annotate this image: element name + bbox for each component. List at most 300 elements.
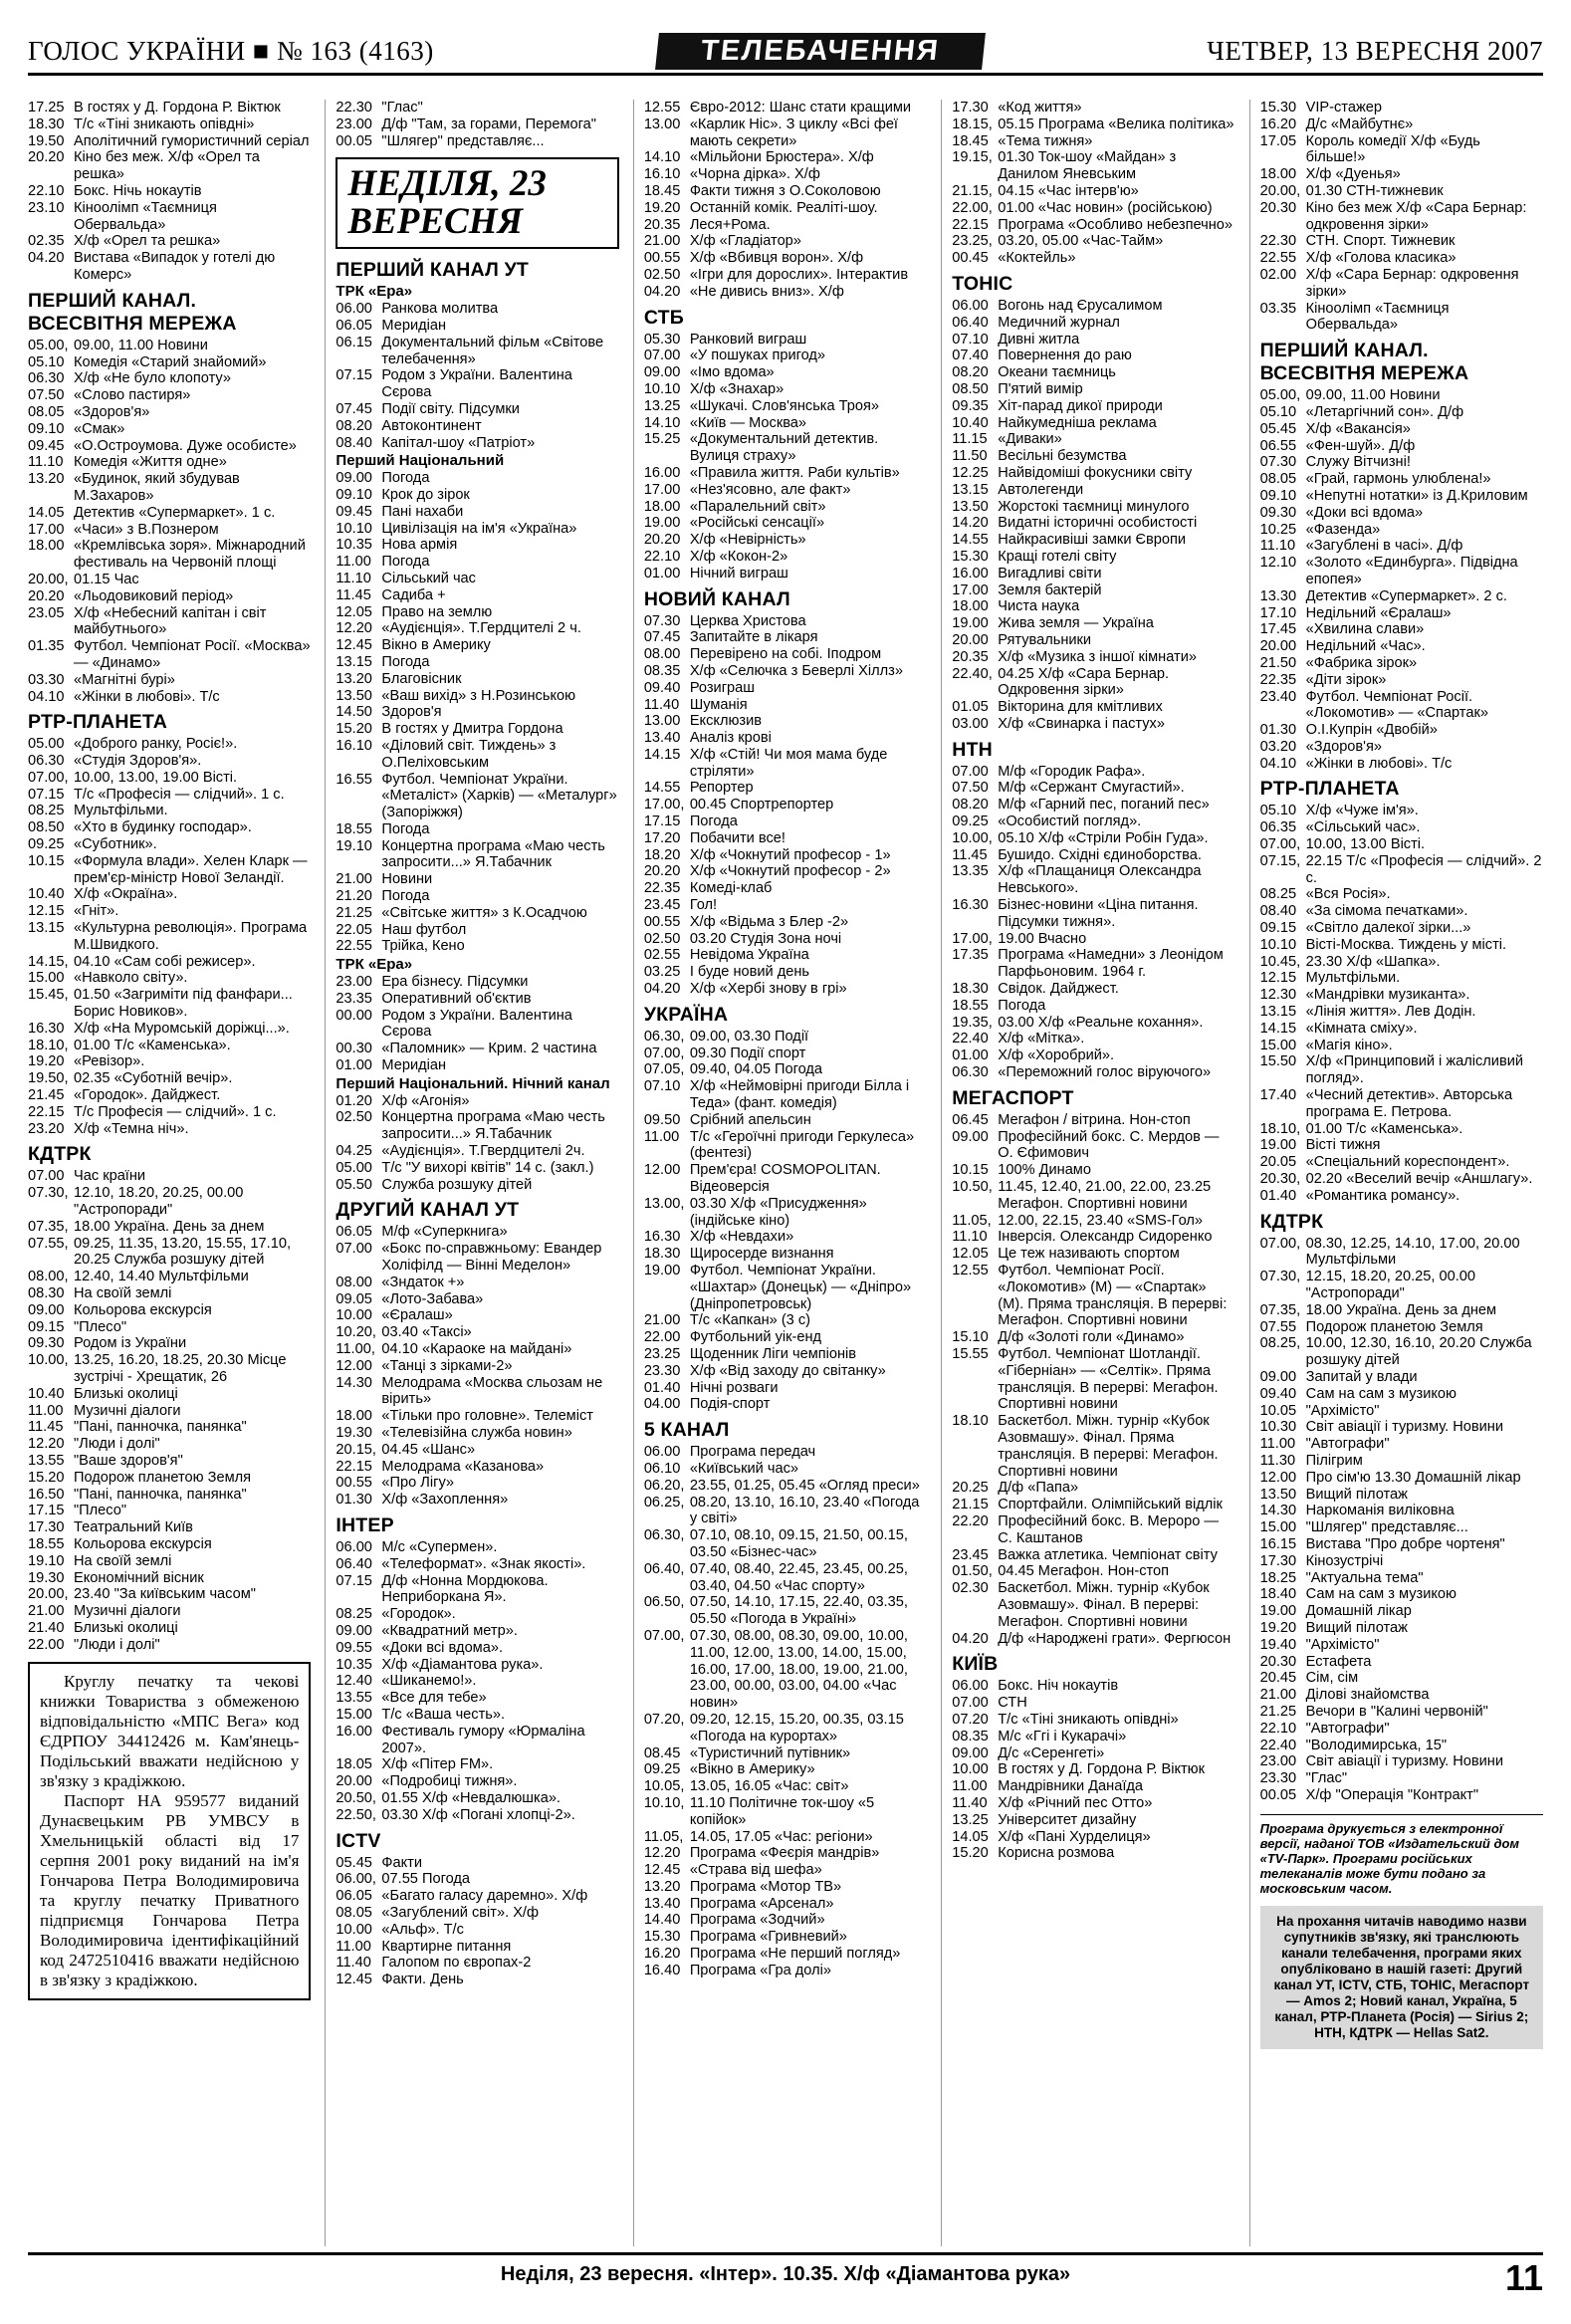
program-entry (1260, 722, 1543, 739)
program-time: 13.25 (952, 1811, 989, 1828)
program-title: «Переможний голос віруючого» (998, 1064, 1212, 1081)
program-title: «Паралельний світ» (689, 498, 826, 515)
program-entry (644, 646, 927, 663)
program-entry (336, 671, 618, 688)
program-title: Т/с "У вихорі квітів" 14 с. (закл.) (381, 1159, 594, 1176)
program-title: «Не дивись вниз». Х/ф (689, 283, 844, 300)
program-entry (28, 987, 311, 1021)
program-title: Програма «Гривневий» (689, 1929, 847, 1946)
program-entry (952, 499, 1234, 516)
program-entry (336, 1475, 618, 1492)
program-entry (336, 888, 618, 905)
program-title: «Телевізійна служба новин» (381, 1424, 572, 1441)
program-entry (28, 1536, 311, 1553)
program-time: 04.00 (643, 1396, 681, 1413)
program-time: 08.05 (28, 403, 65, 420)
program-title: Х/ф «Вбивця ворон». Х/ф (689, 250, 864, 267)
program-time: 08.25 (336, 1606, 372, 1623)
program-time: 17.30 (952, 100, 989, 116)
program-time: 07.15, (1259, 852, 1301, 869)
program-time: 23.00 (1259, 1753, 1297, 1770)
program-entry (1260, 1553, 1543, 1570)
program-time: 13.15 (28, 920, 65, 937)
program-title: 03.30 Х/ф «Погані хлопці-2». (381, 1806, 575, 1823)
program-entry (644, 267, 927, 284)
program-title: Факти (381, 1854, 423, 1871)
program-entry (28, 1419, 311, 1436)
program-entry (1260, 954, 1543, 971)
program-entry (952, 615, 1234, 632)
program-entry (336, 637, 618, 654)
program-entry (1260, 1586, 1543, 1603)
program-time: 20.15, (336, 1441, 376, 1458)
program-time: 08.05 (336, 1904, 372, 1921)
program-time: 20.25 (952, 1480, 989, 1497)
program-time: 18.00 (952, 598, 989, 615)
program-title: Д/ф "Там, за горами, Перемога" (381, 116, 596, 132)
program-entry (336, 1275, 618, 1291)
program-time: 15.00 (28, 970, 65, 987)
program-entry (336, 1224, 618, 1241)
program-time: 11.45 (28, 1419, 64, 1436)
program-time: 12.00 (643, 1162, 681, 1179)
program-time: 11.05, (643, 1828, 684, 1845)
program-entry (28, 1586, 311, 1603)
program-title: Аполітичний гумористичний серіал (74, 132, 310, 149)
program-entry (644, 880, 927, 897)
program-title: Пані нахаби (381, 503, 464, 520)
program-title: Вогонь над Єрусалимом (998, 297, 1163, 314)
program-title: Т/с Професія — слідчий». 1 с. (74, 1103, 277, 1120)
program-entry (28, 819, 311, 836)
program-time: 07.45 (336, 400, 372, 417)
program-time: 10.50, (952, 1179, 993, 1196)
publication-title: ГОЛОС УКРАЇНИ ■ № 163 (4163) (28, 36, 434, 66)
program-time: 07.50 (952, 780, 989, 797)
program-time: 06.40, (643, 1560, 685, 1577)
program-entry (28, 1185, 311, 1219)
program-time: 08.45 (643, 1744, 681, 1761)
program-time: 12.10 (1259, 555, 1297, 572)
program-title: «Єралаш» (381, 1307, 453, 1324)
program-time: 02.50 (643, 266, 681, 283)
program-title: Крок до зірок (381, 486, 470, 503)
program-time: 12.15 (28, 903, 65, 920)
program-entry (28, 1269, 311, 1285)
program-time: 12.40 (336, 1673, 372, 1690)
program-time: 16.00 (336, 1723, 372, 1740)
program-title: Д/ф «Нонна Мордюкова. Неприборкана Я». (381, 1572, 549, 1606)
program-time: 21.15, (952, 182, 993, 199)
program-time: 14.05 (28, 504, 65, 521)
program-title: Програма «Мотор ТВ» (689, 1878, 842, 1895)
program-time: 20.05 (1259, 1154, 1297, 1171)
program-title: Родом з України. Валентина Сєрова (381, 1007, 572, 1041)
program-time: 00.30 (336, 1041, 372, 1057)
program-time: 15.10 (952, 1329, 989, 1346)
program-time: 10.10 (643, 380, 681, 397)
program-title: На своїй землі (74, 1552, 172, 1569)
program-time: 05.10 (1259, 803, 1297, 819)
program-time: 03.35 (1259, 300, 1297, 317)
program-entry (644, 1594, 927, 1628)
program-entry (952, 233, 1234, 250)
program-time: 20.00, (1259, 182, 1301, 199)
program-entry (1260, 1004, 1543, 1021)
program-time: 07.05, (643, 1061, 685, 1078)
program-entry (952, 1712, 1234, 1729)
program-time: 06.30 (28, 753, 65, 770)
program-entry (28, 149, 311, 183)
program-time: 15.00 (1259, 1519, 1297, 1536)
program-title: Х/ф «Орел та решка» (74, 233, 221, 250)
program-time: 23.25 (643, 1345, 681, 1362)
program-title: Кольорова екскурсія (74, 1535, 212, 1552)
program-time: 09.10 (336, 486, 372, 503)
program-time: 13.35 (952, 863, 989, 880)
channel-heading: КДТРК (1259, 1210, 1324, 1233)
channel-heading: ПЕРШИЙ КАНАЛ. ВСЕСВІТНЯ МЕРЕЖА (28, 289, 237, 335)
program-entry (336, 1955, 618, 1972)
program-entry (644, 1029, 927, 1046)
program-entry (1260, 100, 1543, 116)
channel-heading: МЕГАСПОРТ (952, 1086, 1074, 1109)
program-entry (952, 133, 1234, 150)
program-entry (644, 1761, 927, 1778)
program-entry (28, 1087, 311, 1104)
program-title: Нічні розваги (689, 1379, 779, 1396)
program-time: 10.40 (28, 1385, 65, 1402)
program-title: Детектив «Супермаркет». 2 с. (1305, 587, 1507, 604)
program-entry (1260, 605, 1543, 622)
program-title: 01.55 Х/ф «Невдалюшка». (381, 1789, 561, 1806)
program-entry (336, 301, 618, 318)
program-title: Про сім'ю 13.30 Домашній лікар (1305, 1469, 1521, 1486)
program-entry (644, 166, 927, 183)
program-title: Щиросерде визнання (689, 1246, 834, 1263)
program-title: Пілігрим (1305, 1452, 1363, 1469)
program-title: «О.Остроумова. Дуже особисте» (74, 437, 297, 454)
program-time: 07.00, (1259, 1235, 1301, 1252)
program-time: 07.00 (643, 348, 681, 364)
program-entry (1260, 588, 1543, 605)
program-title: Х/ф «Принциповий і жалісливий погляд». (1305, 1053, 1524, 1087)
program-time: 19.00 (643, 515, 681, 532)
program-entry (336, 1690, 618, 1707)
program-title: Х/ф «Сара Бернар: одкровення зірки» (1305, 266, 1519, 300)
program-time: 20.50, (336, 1789, 376, 1806)
program-title: 23.40 "За київським часом" (74, 1586, 256, 1603)
program-title: «Шиканемо!». (381, 1673, 477, 1690)
program-entry (952, 515, 1234, 532)
program-title: Галопом по європах-2 (381, 1955, 532, 1972)
program-time: 12.45 (336, 637, 372, 654)
listing-column-2 (325, 100, 618, 2246)
program-time: 22.10 (643, 548, 681, 565)
program-title: Автоконтинент (381, 417, 482, 434)
program-entry (952, 1729, 1234, 1745)
program-time: 00.55 (643, 913, 681, 930)
program-title: «Багато галасу даремно». Х/ф (381, 1888, 588, 1905)
program-title: Кіно без меж. Х/ф «Орел та решка» (74, 149, 260, 183)
footer (28, 2252, 1543, 2298)
program-title: Видатні історичні особистості (998, 515, 1198, 532)
program-time: 22.40 (952, 1031, 989, 1047)
program-time: 22.05 (336, 921, 372, 938)
program-entry (336, 1341, 618, 1358)
program-time: 10.10 (1259, 936, 1297, 953)
program-title: Світ авіації і туризму. Новини (1305, 1753, 1503, 1770)
program-time: 06.05 (336, 1888, 372, 1905)
program-time: 11.00 (1259, 1436, 1296, 1453)
program-time: 17.30 (28, 1519, 65, 1536)
program-time: 05.00, (28, 337, 69, 353)
program-entry (952, 1795, 1234, 1812)
program-time: 11.00 (336, 1938, 371, 1955)
program-time: 09.00 (952, 1128, 989, 1145)
program-time: 19.00 (952, 615, 989, 632)
program-title: 22.15 Т/с «Професія — слідчий». 2 с. (1305, 852, 1542, 886)
program-entry (336, 1724, 618, 1757)
program-time: 03.00 (952, 715, 989, 732)
program-time: 02.55 (643, 947, 681, 964)
program-time: 07.00 (952, 1695, 989, 1712)
channel-subheading: Перший Національний (336, 452, 505, 470)
program-entry (644, 149, 927, 166)
program-title: СТН. Спорт. Тижневик (1305, 233, 1456, 250)
program-time: 06.30 (28, 370, 65, 387)
program-title: 12.15, 18.20, 20.25, 00.00 "Астропоради" (1305, 1269, 1476, 1301)
program-title: Найкрасивіші замки Європи (998, 532, 1187, 549)
program-time: 15.30 (952, 548, 989, 565)
program-time: 05.00 (28, 736, 65, 753)
program-time: 22.35 (1259, 671, 1297, 688)
program-entry (336, 1707, 618, 1724)
program-entry (1260, 1470, 1543, 1487)
program-entry (952, 1497, 1234, 1513)
program-title: "Актуальна тема" (1305, 1569, 1424, 1586)
program-time: 09.45 (28, 437, 65, 454)
program-time: 12.05 (336, 603, 372, 620)
program-title: Мелодрама «Казанова» (381, 1458, 545, 1475)
program-time: 10.40 (952, 414, 989, 431)
program-time: 01.35 (28, 638, 65, 655)
program-entry (952, 364, 1234, 381)
program-title: Вечори в "Калині червоній" (1305, 1703, 1488, 1720)
program-time: 04.20 (28, 250, 65, 267)
program-title: Леся+Рома. (689, 216, 771, 233)
program-time: 08.25 (28, 803, 65, 819)
program-time: 15.20 (28, 1469, 65, 1486)
program-time: 14.50 (336, 704, 372, 721)
program-title: 09.30 Події спорт (689, 1045, 806, 1061)
program-entry (28, 183, 311, 200)
program-title: «Діловий світ. Тиждень» з О.Пеліховським (381, 737, 557, 771)
program-title: Погода (998, 997, 1046, 1014)
program-title: Перевірено на собі. Іподром (689, 646, 882, 663)
program-time: 14.30 (336, 1374, 372, 1391)
program-time: 09.10 (28, 420, 65, 437)
program-entry (644, 1912, 927, 1929)
program-time: 17.15 (643, 813, 681, 830)
program-time: 23.05 (28, 604, 65, 621)
program-title: «Будинок, який збудував М.Захаров» (74, 471, 240, 504)
program-entry (28, 886, 311, 903)
program-title: 07.55 Погода (381, 1871, 471, 1888)
program-entry (1260, 1770, 1543, 1787)
program-time: 19.00 (1259, 1137, 1297, 1154)
program-title: "Пані, панночка, панянка" (74, 1486, 247, 1503)
program-title: М/ф «Суперкнига» (381, 1224, 508, 1241)
program-title: «Зндаток +» (381, 1274, 465, 1290)
channel-heading: ICTV (336, 1829, 381, 1852)
program-entry (952, 699, 1234, 716)
program-entry (1260, 886, 1543, 903)
program-entry (28, 1219, 311, 1236)
program-time: 04.20 (643, 981, 681, 998)
program-time: 06.05 (336, 317, 372, 334)
program-entry (952, 931, 1234, 948)
program-entry (1260, 920, 1543, 937)
program-title: «Шукачі. Слов'янська Троя» (689, 397, 880, 414)
program-title: Спортфайли. Олімпійський відлік (998, 1497, 1223, 1513)
program-entry (644, 1845, 927, 1862)
program-title: Х/ф «Чокнутий професор - 1» (689, 846, 891, 863)
channel-heading: ІНТЕР (336, 1513, 394, 1536)
program-time: 12.15 (1259, 970, 1297, 987)
program-entry (28, 522, 311, 539)
program-title: «Городок». Дайджест. (74, 1087, 221, 1104)
program-title: Здоров'я (381, 704, 442, 721)
program-entry (28, 1038, 311, 1054)
program-time: 15.55 (952, 1345, 989, 1362)
program-title: «Здоров'я» (1305, 738, 1382, 755)
program-time: 08.20 (952, 797, 989, 813)
program-entry (644, 381, 927, 398)
program-time: 14.10 (643, 414, 681, 431)
program-title: Розиграш (689, 679, 755, 696)
program-time: 20.00 (336, 1773, 372, 1790)
program-entry (952, 566, 1234, 582)
program-time: 21.00 (336, 871, 372, 888)
program-time: 20.35 (952, 648, 989, 665)
program-entry (1260, 116, 1543, 133)
program-time: 22.35 (643, 880, 681, 897)
program-title: 07.30, 08.00, 08.30, 09.00, 10.00, 11.00, 12.00, 13.00, 14.00, 15.00, 16.00, 17.00, 18.00, 19.00, 21.00, 23.00, 00.00, 03.00, 04.00 «Час новин» (689, 1627, 908, 1712)
program-entry (644, 1561, 927, 1595)
program-entry (28, 853, 311, 887)
program-entry (1260, 522, 1543, 539)
program-entry (1260, 937, 1543, 954)
program-title: «Про Лігу» (381, 1475, 455, 1492)
program-title: VIP-стажер (1305, 100, 1382, 116)
program-title: Х/ф «Небесний капітан і світ майбутнього» (74, 604, 267, 638)
program-title: Погода (381, 554, 430, 571)
program-title: Прем'єра! COSMOPOLITAN. Відеоверсія (689, 1162, 881, 1196)
program-time: 10.40 (28, 886, 65, 903)
program-entry (336, 335, 618, 368)
program-entry (644, 1329, 927, 1346)
program-entry (28, 116, 311, 133)
program-title: «Чесний детектив». Авторська програма Е. Петрова. (1305, 1087, 1513, 1120)
program-title: 04.45 Мегафон. Нон-стоп (998, 1563, 1170, 1580)
program-title: Вісті тижня (1305, 1137, 1381, 1154)
program-time: 10.25 (1259, 521, 1297, 538)
program-entry (336, 1109, 618, 1143)
program-entry (1260, 233, 1543, 250)
program-entry (1260, 1038, 1543, 1054)
program-entry (28, 1570, 311, 1587)
program-time: 13.50 (336, 687, 372, 704)
program-time: 22.10 (28, 182, 65, 199)
program-entry (644, 680, 927, 697)
program-time: 14.55 (643, 780, 681, 797)
program-time: 10.00, (952, 829, 993, 846)
program-title: Програма «Особливо небезпечно» (998, 216, 1233, 233)
program-entry (952, 1778, 1234, 1795)
program-entry (28, 1302, 311, 1319)
program-time: 18.55 (336, 820, 372, 837)
program-title: Комедія «Життя одне» (74, 454, 227, 471)
program-title: Оперативний об'єктив (381, 990, 532, 1007)
program-entry (28, 1453, 311, 1470)
program-time: 14.15 (1259, 1020, 1297, 1037)
program-entry (952, 298, 1234, 315)
program-title: Д/ф «Народжені грати». Фергюсон (998, 1630, 1232, 1647)
program-title: Погода (381, 653, 430, 670)
listing-column-5 (1249, 100, 1543, 2246)
program-title: «Гніт». (74, 903, 119, 920)
program-time: 23.00 (336, 974, 372, 991)
program-title: 10.00, 13.00 Вісті. (1305, 836, 1426, 853)
program-time: 08.05 (1259, 471, 1297, 488)
program-entry (644, 1046, 927, 1062)
program-title: СТН (998, 1695, 1027, 1712)
channel-heading: РТР-ПЛАНЕТА (28, 711, 167, 734)
channel-subheading: Перший Національний. Нічний канал (336, 1074, 610, 1092)
program-title: "Шлягер" представляє... (1305, 1519, 1468, 1536)
program-time: 18.10, (1259, 1120, 1301, 1137)
satellite-info-box: На прохання читачів наводимо назви супутників зв'язку, які транслюють канали телебачення, програми яких опубліковано в нашій газеті: Другий канал УТ, ICTV, СТБ, ТОНІС, Мегаспорт — Amos 2; Новий канал, Україна, 5 канал, РТР-Планета (Росія) — Sirius 2; НТН, КДТРК — Hellas Sat2. (1260, 1906, 1543, 2049)
program-title: 01.00 Т/с «Каменська». (1305, 1120, 1463, 1137)
program-entry (336, 487, 618, 504)
program-title: Побачити все! (689, 829, 786, 846)
program-entry (336, 401, 618, 418)
program-time: 07.15 (336, 1572, 372, 1589)
program-time: 13.20 (643, 1878, 681, 1895)
program-time: 21.50 (1259, 654, 1297, 671)
program-title: «Загублений світ». Х/ф (381, 1904, 539, 1921)
program-time: 23.25, (952, 233, 993, 250)
program-title: 23.30 Х/ф «Шапка». (1305, 953, 1441, 970)
program-title: 08.30, 12.25, 14.10, 17.00, 20.00 Мультфільми (1305, 1235, 1520, 1269)
program-time: 15.50 (1259, 1053, 1297, 1070)
program-title: М/ф «Городик Рафа». (998, 763, 1146, 780)
program-entry (336, 688, 618, 705)
program-time: 20.20 (643, 863, 681, 880)
program-time: 10.35 (336, 1656, 372, 1673)
program-title: Шуманія (689, 696, 748, 713)
program-time: 21.00 (643, 1312, 681, 1329)
program-entry (644, 482, 927, 499)
program-title: 10.00, 12.30, 16.10, 20.20 Служба розшуку дітей (1305, 1335, 1532, 1369)
program-title: Музичні діалоги (74, 1603, 181, 1620)
program-title: «Мандрівки музиканта». (1305, 987, 1470, 1004)
program-time: 18.05 (336, 1756, 372, 1773)
program-time: 17.00, (643, 797, 685, 813)
program-title: «Жінки в любові». Т/с (74, 688, 220, 705)
program-entry (952, 1246, 1234, 1263)
